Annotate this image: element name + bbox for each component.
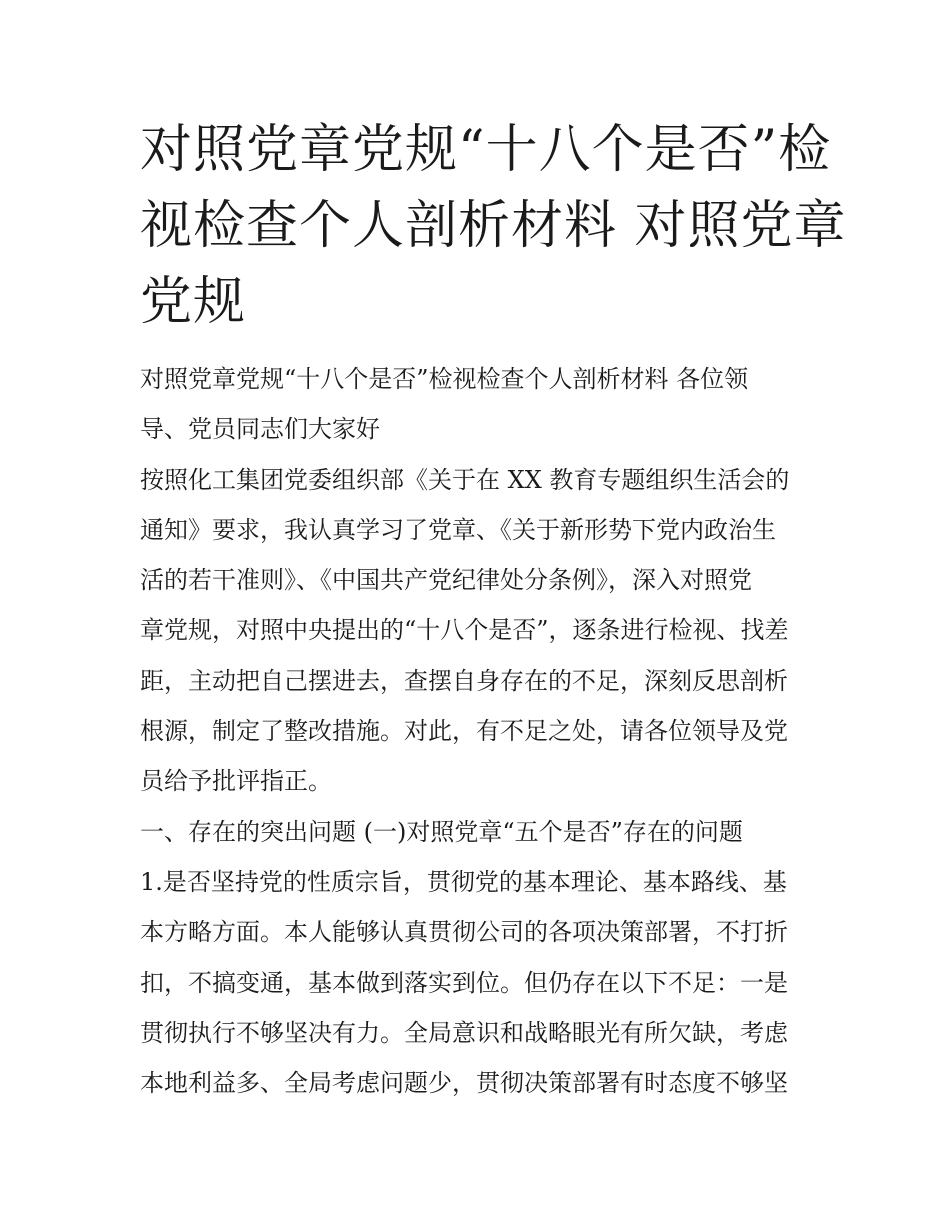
document-title <box>140 112 847 340</box>
body-line: 对照党章党规“十八个是否”检视检查个人剖析材料 各位领 <box>140 365 749 393</box>
title-line: 视检查个人剖析材料 对照党章 <box>140 196 847 256</box>
title-line: 对照党章党规“十八个是否”检 <box>140 120 832 180</box>
body-line: 根源，制定了整改措施。对此，有不足之处，请各位领导及党 <box>140 717 788 746</box>
body-line: 导、党员同志们大家好 <box>140 415 380 444</box>
body-line: 扣，不搞变通，基本做到落实到位。但仍存在以下不足：一是 <box>140 968 788 997</box>
title-line: 党规 <box>140 272 247 332</box>
document-body <box>140 354 830 1108</box>
body-line: 员给予批评指正。 <box>140 767 332 796</box>
body-line: 一、存在的突出问题 (一)对照党章“五个是否”存在的问题 <box>140 817 743 846</box>
body-line: 活的若干准则》、《中国共产党纪律处分条例》，深入对照党 <box>140 566 752 595</box>
body-line: 按照化工集团党委组织部《关于在 XX 教育专题组织生活会的 <box>140 465 790 494</box>
body-line: 1.是否坚持党的性质宗旨，贯彻党的基本理论、基本路线、基 <box>140 867 787 896</box>
body-line: 距，主动把自己摆进去，查摆自身存在的不足，深刻反思剖析 <box>140 666 788 695</box>
body-line: 本地利益多、全局考虑问题少，贯彻决策部署有时态度不够坚 <box>140 1069 788 1098</box>
body-line: 通知》要求，我认真学习了党章、《关于新形势下党内政治生 <box>140 515 776 544</box>
body-line: 贯彻执行不够坚决有力。全局意识和战略眼光有所欠缺，考虑 <box>140 1018 788 1047</box>
body-line: 章党规，对照中央提出的“十八个是否”，逐条进行检视、找差 <box>140 616 789 645</box>
body-line: 本方略方面。本人能够认真贯彻公司的各项决策部署，不打折 <box>140 918 788 947</box>
